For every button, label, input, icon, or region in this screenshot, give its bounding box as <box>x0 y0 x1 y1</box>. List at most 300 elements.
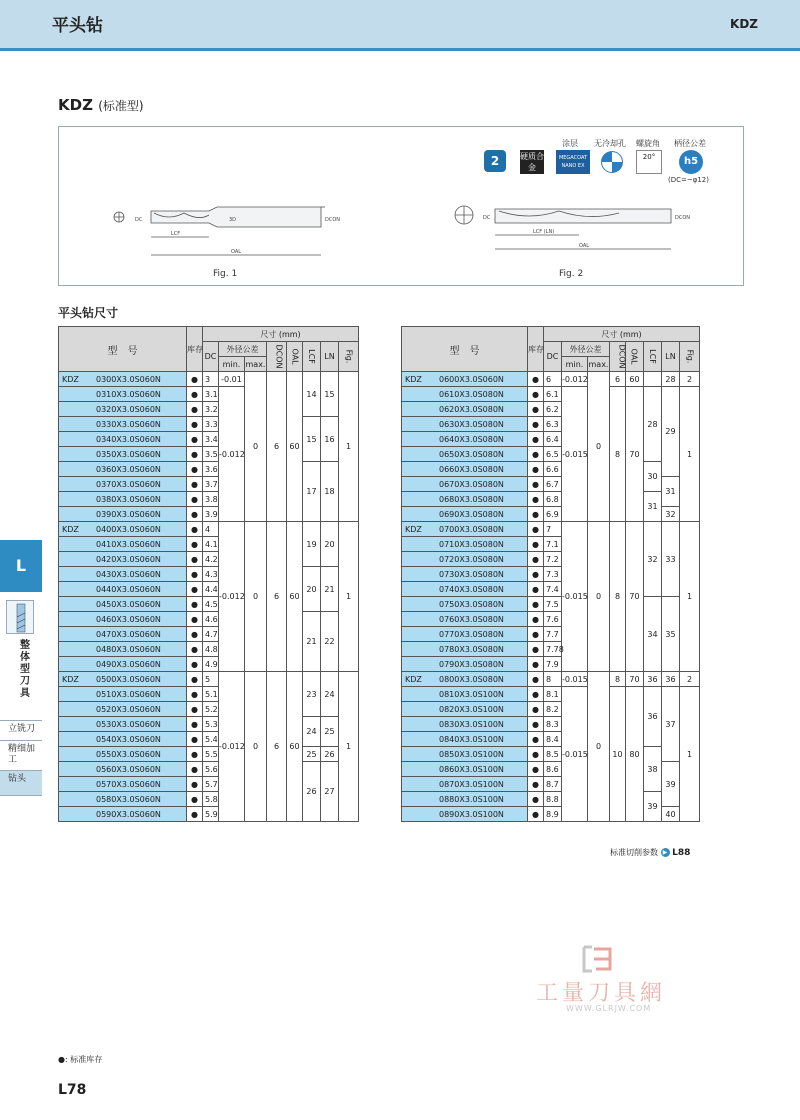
dc-value: 8.3 <box>544 717 562 732</box>
header-tolerance: 外径公差 <box>562 342 610 357</box>
dc-value: 6.9 <box>544 507 562 522</box>
stock-dot: ● <box>528 672 544 687</box>
stock-dot: ● <box>528 507 544 522</box>
header-min: min. <box>219 357 245 372</box>
fig-value: 2 <box>680 372 700 387</box>
model-code-cell: 0490X3.0S060N <box>59 657 187 672</box>
model-code-cell: 0730X3.0S080N <box>402 567 528 582</box>
stock-dot: ● <box>528 627 544 642</box>
header-lcf: LCF <box>303 342 321 372</box>
model-code-cell: 0820X3.0S100N <box>402 702 528 717</box>
header-dc: DC <box>544 342 562 372</box>
lcf-value <box>644 372 662 387</box>
dc-value: 4.6 <box>203 612 219 627</box>
stock-legend: ●: 标准库存 <box>58 1055 103 1064</box>
dc-value: 7.3 <box>544 567 562 582</box>
header-min: min. <box>562 357 588 372</box>
page-category-title: 平头钻 <box>52 16 103 36</box>
ln-value: 20 <box>321 522 339 567</box>
model-code-cell: 0370X3.0S060N <box>59 477 187 492</box>
lcf-value: 14 <box>303 372 321 417</box>
section-tab-l[interactable]: L <box>0 540 42 592</box>
dc-value: 5.9 <box>203 807 219 822</box>
dc-value: 4.7 <box>203 627 219 642</box>
fig1-lcf-label: LCF <box>171 231 181 237</box>
table-row <box>59 567 359 582</box>
header-dcon: DCON <box>267 342 287 372</box>
stock-dot: ● <box>187 387 203 402</box>
tol-max: 0 <box>588 522 610 672</box>
cutting-params-reference[interactable] <box>610 847 690 858</box>
dc-value: 5.1 <box>203 687 219 702</box>
stock-dot: ● <box>528 777 544 792</box>
model-code-cell: KDZ 0300X3.0S060N <box>59 372 187 387</box>
dc-value: 6.6 <box>544 462 562 477</box>
model-code-cell: 0520X3.0S060N <box>59 702 187 717</box>
tol-min: -0.015 <box>562 522 588 672</box>
h5-tolerance-icon: h5 <box>679 150 703 174</box>
oal-value: 60 <box>626 372 644 387</box>
table-row <box>402 462 700 477</box>
tolerance-label: 柄径公差 <box>674 139 706 148</box>
ln-value: 16 <box>321 417 339 462</box>
header-dims: 尺寸 (mm) <box>203 327 359 342</box>
fig1-dcon-label: DCON <box>325 217 341 223</box>
lcf-value: 20 <box>303 567 321 612</box>
dc-value: 5 <box>203 672 219 687</box>
dc-value: 3.1 <box>203 387 219 402</box>
fig1-drawing <box>114 207 325 255</box>
dcon-value: 10 <box>610 687 626 822</box>
dc-value: 5.3 <box>203 717 219 732</box>
ln-value: 22 <box>321 612 339 672</box>
oal-value: 70 <box>626 387 644 522</box>
dcon-value: 6 <box>610 372 626 387</box>
dcon-value: 8 <box>610 672 626 687</box>
header-ln: LN <box>321 342 339 372</box>
tol-min: -0.015 <box>562 687 588 822</box>
model-code-cell: 0560X3.0S060N <box>59 762 187 777</box>
dc-value: 8.1 <box>544 687 562 702</box>
stock-dot: ● <box>187 537 203 552</box>
model-code-cell: KDZ 0700X3.0S080N <box>402 522 528 537</box>
dc-value: 7.7 <box>544 627 562 642</box>
table-row <box>402 672 700 687</box>
dc-value: 7 <box>544 522 562 537</box>
carbide-icon: 硬质合金 <box>520 152 544 172</box>
stock-dot: ● <box>187 567 203 582</box>
fig2-oal-label: OAL <box>579 243 590 249</box>
header-dc: DC <box>203 342 219 372</box>
oal-value: 80 <box>626 687 644 822</box>
oal-value: 70 <box>626 672 644 687</box>
two-flute-icon: 2 <box>484 150 506 172</box>
stock-dot: ● <box>528 462 544 477</box>
arrow-right-icon: ▶ <box>661 848 670 857</box>
model-code-cell: 0580X3.0S060N <box>59 792 187 807</box>
stock-dot: ● <box>187 702 203 717</box>
dc-value: 8.2 <box>544 702 562 717</box>
dc-value: 5.2 <box>203 702 219 717</box>
stock-dot: ● <box>528 642 544 657</box>
helix-angle-icon: 20° <box>636 150 662 174</box>
header-stock: 库存 <box>187 327 203 372</box>
stock-dot: ● <box>187 792 203 807</box>
dc-value: 8.5 <box>544 747 562 762</box>
tol-min: -0.015 <box>562 672 588 687</box>
fig-value: 1 <box>680 522 700 672</box>
model-code-cell: 0840X3.0S100N <box>402 732 528 747</box>
model-code-cell: 0350X3.0S060N <box>59 447 187 462</box>
table-row <box>59 372 359 387</box>
header-oal: OAL <box>626 342 644 372</box>
fig2-dc-label: DC <box>483 215 491 221</box>
stock-dot: ● <box>187 522 203 537</box>
stock-dot: ● <box>187 807 203 822</box>
header-fig: Fig. <box>680 342 700 372</box>
fig1-caption: Fig. 1 <box>213 269 238 279</box>
ln-value: 27 <box>321 762 339 822</box>
product-variant: (标准型) <box>98 99 144 113</box>
stock-dot: ● <box>187 747 203 762</box>
model-code-cell: 0830X3.0S100N <box>402 717 528 732</box>
model-code-cell: 0770X3.0S080N <box>402 627 528 642</box>
stock-dot: ● <box>528 717 544 732</box>
fig2-dcon-label: DCON <box>675 215 691 221</box>
end-mill-icon <box>6 600 34 634</box>
side-menu-finishing[interactable]: 精细加工 <box>0 740 42 770</box>
stock-dot: ● <box>528 567 544 582</box>
stock-dot: ● <box>528 387 544 402</box>
lcf-value: 38 <box>644 747 662 792</box>
stock-dot: ● <box>528 402 544 417</box>
ln-value: 33 <box>662 522 680 597</box>
model-code-cell: KDZ 0500X3.0S060N <box>59 672 187 687</box>
stock-dot: ● <box>528 537 544 552</box>
dc-value: 8.9 <box>544 807 562 822</box>
table-row <box>59 462 359 477</box>
watermark-url: WWW.GLRJW.COM <box>566 1004 652 1013</box>
model-code-cell: 0620X3.0S080N <box>402 402 528 417</box>
model-code-cell: 0320X3.0S060N <box>59 402 187 417</box>
table-row <box>402 387 700 402</box>
lcf-value: 30 <box>644 462 662 492</box>
stock-dot: ● <box>528 807 544 822</box>
stock-dot: ● <box>528 657 544 672</box>
model-code-cell: 0570X3.0S060N <box>59 777 187 792</box>
dc-value: 8.6 <box>544 762 562 777</box>
dc-value: 6.8 <box>544 492 562 507</box>
dc-value: 3.2 <box>203 402 219 417</box>
stock-dot: ● <box>187 462 203 477</box>
lcf-value: 15 <box>303 417 321 462</box>
table-row <box>59 522 359 537</box>
ln-value: 37 <box>662 687 680 762</box>
dc-value: 4.5 <box>203 597 219 612</box>
ln-value: 28 <box>662 372 680 387</box>
table-row <box>402 597 700 612</box>
table-row <box>59 717 359 732</box>
stock-dot: ● <box>187 552 203 567</box>
spec-table-right <box>401 326 700 822</box>
model-code-cell: 0810X3.0S100N <box>402 687 528 702</box>
model-code-cell: 0790X3.0S080N <box>402 657 528 672</box>
model-code-cell: 0780X3.0S080N <box>402 642 528 657</box>
no-coolant-icon <box>600 150 624 174</box>
dc-value: 4.9 <box>203 657 219 672</box>
model-code-cell: 0360X3.0S060N <box>59 462 187 477</box>
stock-dot: ● <box>187 642 203 657</box>
dc-value: 3.5 <box>203 447 219 462</box>
header-oal: OAL <box>287 342 303 372</box>
fig-value: 1 <box>339 672 359 822</box>
dc-value: 6.5 <box>544 447 562 462</box>
model-code-cell: 0480X3.0S060N <box>59 642 187 657</box>
product-name: KDZ <box>58 96 93 114</box>
dc-value: 4.8 <box>203 642 219 657</box>
header-stock: 库存 <box>528 327 544 372</box>
dc-value: 4 <box>203 522 219 537</box>
watermark-logo <box>580 944 614 974</box>
dcon-value: 6 <box>267 672 287 822</box>
stock-dot: ● <box>187 417 203 432</box>
model-code-cell: 0310X3.0S060N <box>59 387 187 402</box>
stock-dot: ● <box>187 672 203 687</box>
model-code-cell: 0390X3.0S060N <box>59 507 187 522</box>
model-code-cell: 0720X3.0S080N <box>402 552 528 567</box>
dc-value: 6.7 <box>544 477 562 492</box>
dc-value: 5.6 <box>203 762 219 777</box>
model-code-cell: 0610X3.0S080N <box>402 387 528 402</box>
stock-dot: ● <box>528 792 544 807</box>
header-model: 型 号 <box>59 327 187 372</box>
dc-value: 3.4 <box>203 432 219 447</box>
lcf-value: 31 <box>644 492 662 522</box>
model-code-cell: 0430X3.0S060N <box>59 567 187 582</box>
fig-value: 1 <box>339 522 359 672</box>
ln-value: 36 <box>662 672 680 687</box>
dc-value: 5.5 <box>203 747 219 762</box>
fig1-dc-label: DC <box>135 217 143 223</box>
model-code-cell: KDZ 0400X3.0S060N <box>59 522 187 537</box>
model-code-cell: 0460X3.0S060N <box>59 612 187 627</box>
model-code-cell: 0510X3.0S060N <box>59 687 187 702</box>
coating-label: 涂层 <box>562 139 578 148</box>
dc-value: 8 <box>544 672 562 687</box>
table-row <box>402 372 700 387</box>
model-code-cell: KDZ 0600X3.0S060N <box>402 372 528 387</box>
dc-value: 7.1 <box>544 537 562 552</box>
dc-value: 6 <box>544 372 562 387</box>
dc-value: 7.4 <box>544 582 562 597</box>
table-row <box>402 792 700 807</box>
lcf-value: 17 <box>303 462 321 522</box>
fig2-drawing <box>455 206 671 249</box>
product-title <box>58 96 144 114</box>
coating-badge-icon: MEGACOAT NANO EX <box>556 150 590 174</box>
dc-value: 7.2 <box>544 552 562 567</box>
dcon-value: 6 <box>267 372 287 522</box>
lcf-value: 23 <box>303 672 321 717</box>
table-row <box>402 687 700 702</box>
table-row <box>59 762 359 777</box>
ref-note-page[interactable]: L88 <box>672 848 691 858</box>
model-code-cell: 0750X3.0S080N <box>402 597 528 612</box>
dc-value: 6.2 <box>544 402 562 417</box>
lcf-value: 36 <box>644 672 662 687</box>
dc-value: 4.1 <box>203 537 219 552</box>
model-code-cell: 0880X3.0S100N <box>402 792 528 807</box>
coolant-label: 无冷却孔 <box>594 139 626 148</box>
model-code-cell: 0420X3.0S060N <box>59 552 187 567</box>
dc-value: 4.4 <box>203 582 219 597</box>
section-title: 平头钻尺寸 <box>58 306 119 320</box>
tolerance-note: (DC=~φ12) <box>668 176 709 184</box>
model-code-cell: 0330X3.0S060N <box>59 417 187 432</box>
header-dcon: DCON <box>610 342 626 372</box>
side-menu-end-mill[interactable]: 立铣刀 <box>0 720 42 738</box>
header-lcf: LCF <box>644 342 662 372</box>
page-series-code: KDZ <box>730 17 758 31</box>
watermark-text: 工量刀具網 <box>536 981 667 1006</box>
stock-dot: ● <box>528 582 544 597</box>
tol-max: 0 <box>588 372 610 522</box>
ln-value: 26 <box>321 747 339 762</box>
table-row <box>59 672 359 687</box>
dcon-value: 6 <box>267 522 287 672</box>
stock-dot: ● <box>187 507 203 522</box>
stock-dot: ● <box>528 492 544 507</box>
dc-value: 6.4 <box>544 432 562 447</box>
model-code-cell: 0470X3.0S060N <box>59 627 187 642</box>
model-code-cell: 0850X3.0S100N <box>402 747 528 762</box>
fig-value: 1 <box>339 372 359 522</box>
table-row <box>59 417 359 432</box>
stock-dot: ● <box>187 732 203 747</box>
stock-dot: ● <box>528 477 544 492</box>
dc-value: 6.1 <box>544 387 562 402</box>
fig-value: 1 <box>680 387 700 522</box>
dc-value: 3.9 <box>203 507 219 522</box>
model-code-cell: 0650X3.0S080N <box>402 447 528 462</box>
stock-dot: ● <box>528 732 544 747</box>
model-code-cell: 0590X3.0S060N <box>59 807 187 822</box>
top-header-bar <box>0 0 800 48</box>
ref-note-text: 标准切削参数 <box>610 848 658 857</box>
stock-dot: ● <box>187 582 203 597</box>
stock-dot: ● <box>528 612 544 627</box>
fig1-3d-label: 3D <box>229 217 237 223</box>
ln-value: 21 <box>321 567 339 612</box>
model-code-cell: 0640X3.0S080N <box>402 432 528 447</box>
dc-value: 4.2 <box>203 552 219 567</box>
dc-value: 7.9 <box>544 657 562 672</box>
dc-value: 3.8 <box>203 492 219 507</box>
stock-dot: ● <box>187 372 203 387</box>
lcf-value: 24 <box>303 717 321 747</box>
tol-min: -0.01 <box>219 372 245 387</box>
stock-dot: ● <box>528 597 544 612</box>
ln-value: 31 <box>662 477 680 507</box>
dc-value: 6.3 <box>544 417 562 432</box>
header-divider <box>0 48 800 51</box>
dc-value: 5.4 <box>203 732 219 747</box>
dc-value: 3.6 <box>203 462 219 477</box>
tol-min: -0.015 <box>562 387 588 522</box>
stock-dot: ● <box>528 522 544 537</box>
header-model: 型 号 <box>402 327 528 372</box>
oal-value: 70 <box>626 522 644 672</box>
stock-dot: ● <box>187 777 203 792</box>
model-code-cell: 0860X3.0S100N <box>402 762 528 777</box>
stock-dot: ● <box>528 687 544 702</box>
stock-dot: ● <box>187 432 203 447</box>
model-code-cell: 0870X3.0S100N <box>402 777 528 792</box>
lcf-value: 26 <box>303 762 321 822</box>
dc-value: 7.6 <box>544 612 562 627</box>
fig2-lcf-label: LCF (LN) <box>533 229 555 235</box>
stock-dot: ● <box>187 762 203 777</box>
stock-dot: ● <box>528 447 544 462</box>
ln-value: 35 <box>662 597 680 672</box>
table-row <box>59 747 359 762</box>
tol-max: 0 <box>245 672 267 822</box>
model-code-cell: 0710X3.0S080N <box>402 537 528 552</box>
tol-min: -0.012 <box>562 372 588 387</box>
fig-value: 2 <box>680 672 700 687</box>
lcf-value: 34 <box>644 597 662 672</box>
model-code-cell: 0550X3.0S060N <box>59 747 187 762</box>
ln-value: 24 <box>321 672 339 717</box>
dc-value: 3.3 <box>203 417 219 432</box>
model-code-cell: 0670X3.0S080N <box>402 477 528 492</box>
stock-dot: ● <box>187 657 203 672</box>
dcon-value: 8 <box>610 387 626 522</box>
stock-dot: ● <box>528 432 544 447</box>
helix-label: 螺旋角 <box>636 139 660 148</box>
lcf-value: 25 <box>303 747 321 762</box>
header-tolerance: 外径公差 <box>219 342 267 357</box>
model-code-cell: 0340X3.0S060N <box>59 432 187 447</box>
stock-dot: ● <box>187 402 203 417</box>
ln-value: 29 <box>662 387 680 477</box>
stock-dot: ● <box>528 417 544 432</box>
header-max: max. <box>245 357 267 372</box>
model-code-cell: 0540X3.0S060N <box>59 732 187 747</box>
lcf-value: 28 <box>644 387 662 462</box>
stock-dot: ● <box>528 747 544 762</box>
spec-table-left <box>58 326 359 822</box>
tol-min: -0.012 <box>219 522 245 672</box>
lcf-value: 36 <box>644 687 662 747</box>
side-menu-drill[interactable]: 钻头 <box>0 770 42 796</box>
header-ln: LN <box>662 342 680 372</box>
table-row <box>402 522 700 537</box>
stock-dot: ● <box>187 492 203 507</box>
model-code-cell: 0740X3.0S080N <box>402 582 528 597</box>
oal-value: 60 <box>287 672 303 822</box>
dc-value: 7.5 <box>544 597 562 612</box>
dc-value: 3.7 <box>203 477 219 492</box>
model-code-cell: 0660X3.0S080N <box>402 462 528 477</box>
fig2-caption: Fig. 2 <box>559 269 584 279</box>
stock-dot: ● <box>187 597 203 612</box>
tol-max: 0 <box>245 522 267 672</box>
oal-value: 60 <box>287 522 303 672</box>
stock-dot: ● <box>528 372 544 387</box>
model-code-cell: 0450X3.0S060N <box>59 597 187 612</box>
tol-max: 0 <box>588 672 610 822</box>
